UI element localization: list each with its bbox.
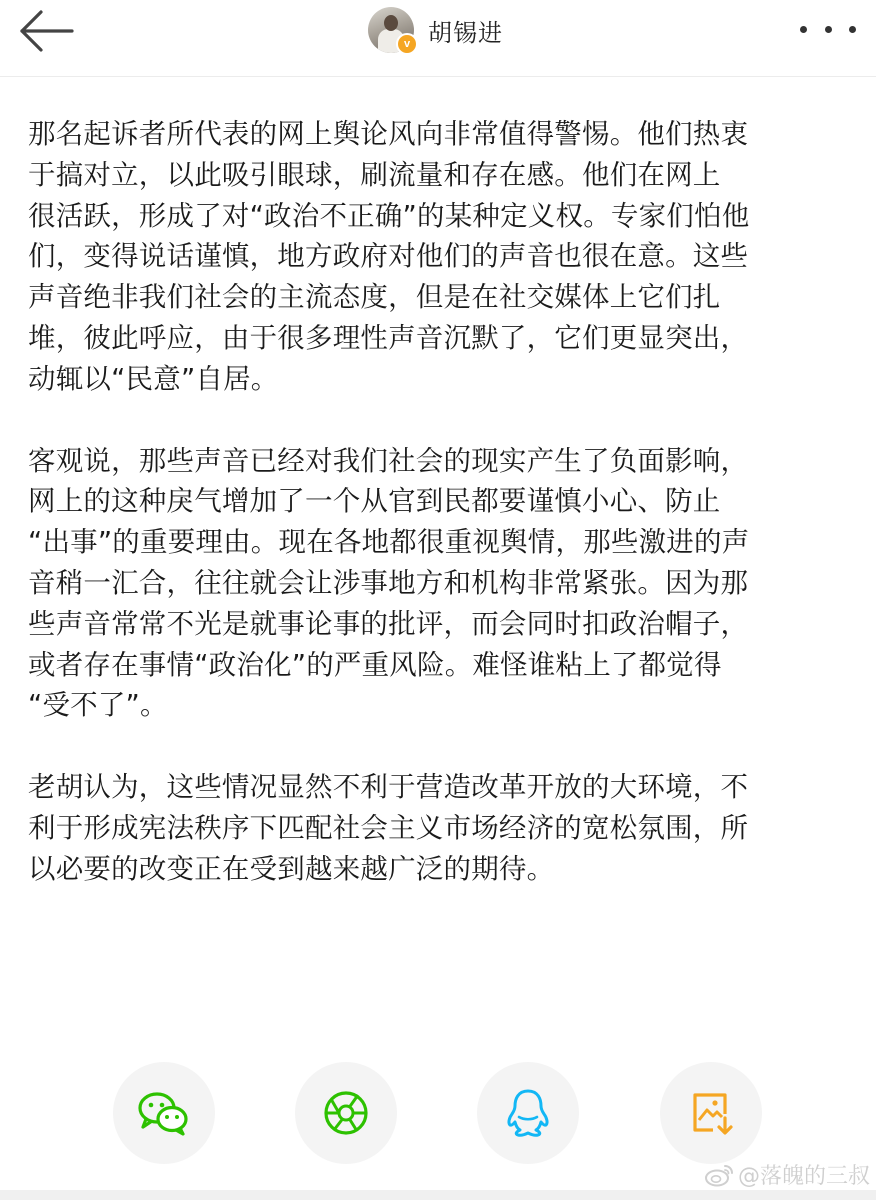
more-options-button[interactable] — [800, 14, 856, 44]
save-image-icon — [689, 1090, 733, 1136]
moments-icon — [321, 1088, 371, 1138]
qq-icon — [505, 1087, 551, 1139]
article-body — [28, 114, 854, 931]
back-button[interactable] — [14, 6, 78, 56]
share-qq-button[interactable] — [477, 1062, 579, 1164]
author-info[interactable] — [368, 4, 503, 56]
watermark-text: @落魄的三叔 — [737, 1164, 870, 1189]
article-paragraph-1: 那名起诉者所代表的网上舆论风向非常值得警惕。他们热衷 于搞对立，以此吸引眼球，刷流量和存在感。他们在网上 很活跃，形成了对“政治不正确”的某种定义权。专家们怕他 们，变得说话谨慎，地方政府对他们的声音也很在意。这些 声音绝非我们社会的主流态度，但是在社交媒体上它们扎 堆，彼此呼应，由于很多理性声音沉默了，它们更显突出， 动辄以“民意”自居。 — [28, 118, 750, 395]
more-horizontal-icon — [800, 26, 807, 33]
article-paragraph-3: 老胡认为，这些情况显然不利于营造改革开放的大环境，不 利于形成宪法秩序下匹配社会主义市场经济的宽松氛围，所 以必要的改变正在受到越来越广泛的期待。 — [28, 771, 749, 885]
share-bar — [0, 1062, 876, 1166]
save-image-button[interactable] — [660, 1062, 762, 1164]
share-wechat-button[interactable] — [113, 1062, 215, 1164]
weibo-logo-icon — [704, 1163, 734, 1187]
wechat-icon — [136, 1088, 192, 1138]
verified-badge-icon: v — [396, 33, 418, 55]
top-nav-bar — [0, 0, 876, 77]
arrow-left-icon — [14, 6, 78, 56]
watermark — [704, 1159, 870, 1190]
share-moments-button[interactable] — [295, 1062, 397, 1164]
article-paragraph-2: 客观说，那些声音已经对我们社会的现实产生了负面影响， 网上的这种戾气增加了一个从官到民都要谨慎小心、防止 “出事”的重要理由。现在各地都很重视舆情，那些激进的声 音稍一汇合，往往就会让涉事地方和机构非常紧张。因为那 些声音常常不光是就事论事的批评，而会同时扣政治帽子， 或者存在事情“政治化”的严重风险。难怪谁粘上了都觉得 “受不了”。 — [28, 444, 750, 722]
bottom-bar — [0, 1190, 876, 1200]
avatar[interactable] — [368, 7, 414, 53]
author-name[interactable]: 胡锡进 — [428, 18, 503, 47]
